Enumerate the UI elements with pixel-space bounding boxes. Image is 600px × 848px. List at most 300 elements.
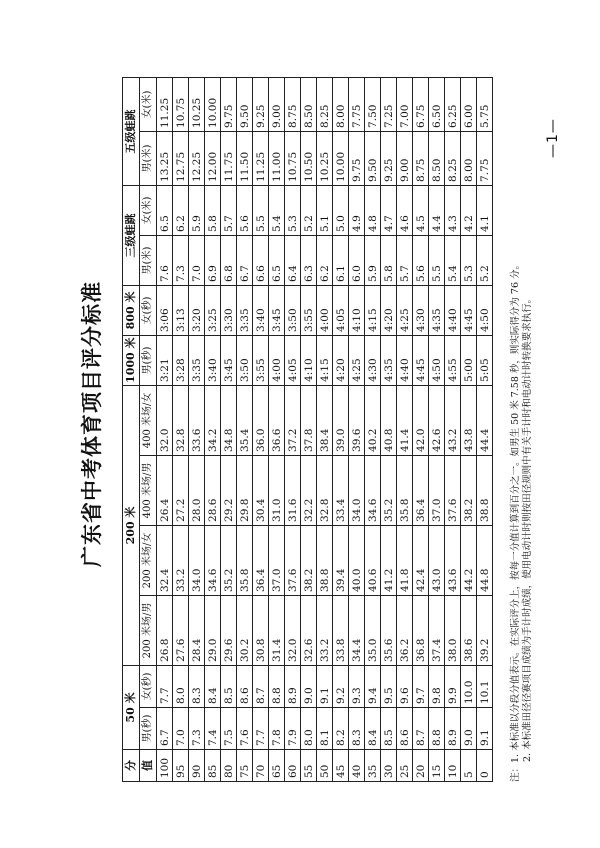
header-50m: 50 米	[123, 665, 140, 749]
value-cell: 9.6	[397, 665, 413, 707]
value-cell: 5.5	[429, 235, 445, 285]
value-cell: 6.1	[333, 235, 349, 285]
header-200m: 200 米	[123, 385, 140, 665]
value-cell: 6.5	[157, 185, 173, 235]
value-cell: 4:05	[285, 335, 301, 385]
value-cell: 4.9	[349, 185, 365, 235]
value-cell: 5.3	[461, 235, 477, 285]
value-cell: 7.0	[189, 235, 205, 285]
table-row	[349, 77, 365, 781]
value-cell: 10.00	[205, 77, 221, 131]
value-cell: 6.75	[413, 77, 429, 131]
value-cell: 7.0	[173, 708, 189, 750]
value-cell: 5.2	[477, 235, 493, 285]
table-row	[173, 77, 189, 781]
value-cell: 34.6	[365, 455, 381, 525]
value-cell: 3:40	[253, 285, 269, 335]
value-cell: 35.2	[381, 455, 397, 525]
score-cell: 70	[253, 750, 269, 782]
sub-header: 200 米场/男	[140, 595, 157, 665]
value-cell: 8.25	[317, 77, 333, 131]
value-cell: 9.25	[253, 77, 269, 131]
value-cell: 6.7	[237, 235, 253, 285]
table-row	[285, 77, 301, 781]
value-cell: 38.2	[461, 455, 477, 525]
score-cell: 65	[269, 750, 285, 782]
value-cell: 6.7	[157, 708, 173, 750]
value-cell: 9.8	[429, 665, 445, 707]
value-cell: 8.0	[301, 708, 317, 750]
value-cell: 8.25	[445, 131, 461, 185]
value-cell: 43.6	[445, 525, 461, 595]
value-cell: 37.6	[445, 455, 461, 525]
value-cell: 5.8	[381, 235, 397, 285]
score-cell: 35	[365, 750, 381, 782]
sub-header: 200 米场/女	[140, 525, 157, 595]
value-cell: 9.9	[445, 665, 461, 707]
value-cell: 9.0	[461, 708, 477, 750]
value-cell: 30.8	[253, 595, 269, 665]
value-cell: 10.50	[301, 131, 317, 185]
value-cell: 9.50	[365, 131, 381, 185]
header-five-frog-jump: 五级蛙跳	[123, 77, 140, 185]
value-cell: 6.6	[253, 235, 269, 285]
value-cell: 8.8	[429, 708, 445, 750]
value-cell: 37.2	[285, 385, 301, 455]
value-cell: 8.8	[269, 665, 285, 707]
value-cell: 7.6	[157, 235, 173, 285]
table-row	[237, 77, 253, 781]
value-cell: 32.0	[285, 595, 301, 665]
value-cell: 7.3	[173, 235, 189, 285]
value-cell: 34.0	[349, 455, 365, 525]
table-row	[317, 77, 333, 781]
value-cell: 6.0	[349, 235, 365, 285]
value-cell: 35.8	[237, 525, 253, 595]
value-cell: 7.25	[381, 77, 397, 131]
score-cell: 0	[477, 750, 493, 782]
value-cell: 10.75	[173, 77, 189, 131]
value-cell: 4.7	[381, 185, 397, 235]
table-row	[189, 77, 205, 781]
value-cell: 5.4	[445, 235, 461, 285]
value-cell: 29.2	[221, 455, 237, 525]
value-cell: 4:40	[397, 335, 413, 385]
value-cell: 39.4	[333, 525, 349, 595]
table-row	[253, 77, 269, 781]
value-cell: 34.0	[189, 525, 205, 595]
value-cell: 5.5	[253, 185, 269, 235]
value-cell: 4:00	[269, 335, 285, 385]
value-cell: 8.1	[317, 708, 333, 750]
value-cell: 33.2	[173, 525, 189, 595]
value-cell: 28.0	[189, 455, 205, 525]
value-cell: 35.2	[221, 525, 237, 595]
value-cell: 8.7	[413, 708, 429, 750]
value-cell: 26.4	[157, 455, 173, 525]
value-cell: 8.00	[333, 77, 349, 131]
value-cell: 9.7	[413, 665, 429, 707]
value-cell: 5:00	[461, 335, 477, 385]
value-cell: 5.7	[397, 235, 413, 285]
value-cell: 4.1	[477, 185, 493, 235]
table-row	[413, 77, 429, 781]
table-row	[461, 77, 477, 781]
value-cell: 39.0	[333, 385, 349, 455]
value-cell: 7.7	[157, 665, 173, 707]
value-cell: 4:50	[429, 335, 445, 385]
value-cell: 10.1	[477, 665, 493, 707]
value-cell: 42.0	[413, 385, 429, 455]
value-cell: 28.4	[189, 595, 205, 665]
value-cell: 33.4	[333, 455, 349, 525]
table-row	[429, 77, 445, 781]
value-cell: 32.8	[173, 385, 189, 455]
value-cell: 4:45	[413, 335, 429, 385]
header-800m: 800 米	[123, 285, 140, 335]
table-row	[221, 77, 237, 781]
value-cell: 30.4	[253, 455, 269, 525]
value-cell: 5.9	[189, 185, 205, 235]
value-cell: 4:20	[333, 335, 349, 385]
page-number: —1—	[545, 118, 561, 158]
value-cell: 3:06	[157, 285, 173, 335]
value-cell: 33.2	[317, 595, 333, 665]
value-cell: 36.4	[253, 525, 269, 595]
sub-header: 女(秒)	[140, 285, 157, 335]
value-cell: 8.7	[253, 665, 269, 707]
value-cell: 8.3	[349, 708, 365, 750]
value-cell: 5.4	[269, 185, 285, 235]
value-cell: 7.00	[397, 77, 413, 131]
value-cell: 32.2	[301, 455, 317, 525]
value-cell: 34.8	[221, 385, 237, 455]
value-cell: 41.4	[397, 385, 413, 455]
value-cell: 27.6	[173, 595, 189, 665]
footnote-2: 2. 本标准田径径赛项目成绩为手计时成绩，使用电动计时则按田径规则中有关手计时和电动计时转换要求执行。	[522, 293, 533, 762]
value-cell: 30.2	[237, 595, 253, 665]
value-cell: 4.2	[461, 185, 477, 235]
value-cell: 7.8	[269, 708, 285, 750]
value-cell: 4:15	[317, 335, 333, 385]
value-cell: 5.7	[221, 185, 237, 235]
sub-header: 男(米)	[140, 235, 157, 285]
score-cell: 75	[237, 750, 253, 782]
value-cell: 4:30	[413, 285, 429, 335]
value-cell: 9.2	[333, 665, 349, 707]
table-row	[269, 77, 285, 781]
score-cell: 5	[461, 750, 477, 782]
value-cell: 4:10	[301, 335, 317, 385]
footnote-1: 注：1. 本标准以分段分值表示。在实际评分上，按每一分值计算到百分之一。如男生 50 米 7.58 秒，则实际得分为 76 分。	[510, 259, 521, 782]
value-cell: 8.9	[285, 665, 301, 707]
value-cell: 31.4	[269, 595, 285, 665]
value-cell: 3:35	[237, 285, 253, 335]
value-cell: 4:15	[365, 285, 381, 335]
header-triple-frog-jump: 三级蛙跳	[123, 185, 140, 285]
value-cell: 3:45	[221, 335, 237, 385]
value-cell: 44.4	[477, 385, 493, 455]
value-cell: 5.8	[205, 185, 221, 235]
value-cell: 8.5	[221, 665, 237, 707]
value-cell: 8.6	[397, 708, 413, 750]
value-cell: 12.00	[205, 131, 221, 185]
value-cell: 3:50	[237, 335, 253, 385]
value-cell: 11.00	[269, 131, 285, 185]
score-cell: 55	[301, 750, 317, 782]
value-cell: 40.0	[349, 525, 365, 595]
value-cell: 37.4	[429, 595, 445, 665]
value-cell: 4:30	[365, 335, 381, 385]
value-cell: 39.2	[477, 595, 493, 665]
value-cell: 7.75	[477, 131, 493, 185]
value-cell: 4:40	[445, 285, 461, 335]
value-cell: 4.8	[365, 185, 381, 235]
value-cell: 9.4	[365, 665, 381, 707]
value-cell: 7.3	[189, 708, 205, 750]
score-cell: 95	[173, 750, 189, 782]
sub-header: 男(秒)	[140, 708, 157, 750]
value-cell: 4:25	[397, 285, 413, 335]
value-cell: 3:35	[189, 335, 205, 385]
value-cell: 10.75	[285, 131, 301, 185]
value-cell: 6.4	[285, 235, 301, 285]
value-cell: 4:10	[349, 285, 365, 335]
sub-header: 男(秒)	[140, 335, 157, 385]
score-cell: 100	[157, 750, 173, 782]
value-cell: 27.2	[173, 455, 189, 525]
value-cell: 8.50	[429, 131, 445, 185]
value-cell: 6.2	[317, 235, 333, 285]
value-cell: 3:50	[285, 285, 301, 335]
value-cell: 41.8	[397, 525, 413, 595]
value-cell: 40.6	[365, 525, 381, 595]
value-cell: 36.2	[397, 595, 413, 665]
value-cell: 3:55	[253, 335, 269, 385]
value-cell: 8.2	[333, 708, 349, 750]
value-cell: 35.6	[381, 595, 397, 665]
score-cell: 30	[381, 750, 397, 782]
value-cell: 39.6	[349, 385, 365, 455]
value-cell: 36.8	[413, 595, 429, 665]
value-cell: 10.00	[333, 131, 349, 185]
value-cell: 11.50	[237, 131, 253, 185]
value-cell: 13.25	[157, 131, 173, 185]
value-cell: 34.6	[205, 525, 221, 595]
value-cell: 38.4	[317, 385, 333, 455]
score-header-bottom: 值	[140, 750, 157, 782]
sub-header: 男(米)	[140, 131, 157, 185]
value-cell: 9.50	[237, 77, 253, 131]
value-cell: 9.00	[397, 131, 413, 185]
value-cell: 5.1	[317, 185, 333, 235]
score-cell: 40	[349, 750, 365, 782]
value-cell: 36.0	[253, 385, 269, 455]
value-cell: 6.50	[429, 77, 445, 131]
value-cell: 4:50	[477, 285, 493, 335]
value-cell: 28.6	[205, 455, 221, 525]
value-cell: 8.0	[173, 665, 189, 707]
table-row	[301, 77, 317, 781]
value-cell: 38.2	[301, 525, 317, 595]
value-cell: 32.0	[157, 385, 173, 455]
value-cell: 3:45	[269, 285, 285, 335]
value-cell: 7.50	[365, 77, 381, 131]
value-cell: 5.6	[413, 235, 429, 285]
value-cell: 5:05	[477, 335, 493, 385]
value-cell: 33.8	[333, 595, 349, 665]
value-cell: 7.75	[349, 77, 365, 131]
value-cell: 3:25	[205, 285, 221, 335]
value-cell: 4:00	[317, 285, 333, 335]
table-row	[333, 77, 349, 781]
value-cell: 42.6	[429, 385, 445, 455]
value-cell: 37.0	[429, 455, 445, 525]
value-cell: 9.3	[349, 665, 365, 707]
value-cell: 9.75	[221, 77, 237, 131]
score-cell: 15	[429, 750, 445, 782]
value-cell: 8.3	[189, 665, 205, 707]
value-cell: 3:20	[189, 285, 205, 335]
value-cell: 43.0	[429, 525, 445, 595]
value-cell: 12.75	[173, 131, 189, 185]
value-cell: 3:21	[157, 335, 173, 385]
value-cell: 3:28	[173, 335, 189, 385]
sub-header: 400 米场/女	[140, 385, 157, 455]
value-cell: 44.8	[477, 525, 493, 595]
value-cell: 35.8	[397, 455, 413, 525]
value-cell: 4.3	[445, 185, 461, 235]
value-cell: 4:35	[381, 335, 397, 385]
value-cell: 35.0	[365, 595, 381, 665]
value-cell: 6.00	[461, 77, 477, 131]
table-group-header-row	[123, 77, 140, 781]
value-cell: 9.75	[349, 131, 365, 185]
value-cell: 26.8	[157, 595, 173, 665]
value-cell: 38.0	[445, 595, 461, 665]
value-cell: 3:30	[221, 285, 237, 335]
value-cell: 9.25	[381, 131, 397, 185]
value-cell: 36.6	[269, 385, 285, 455]
value-cell: 37.6	[285, 525, 301, 595]
value-cell: 40.8	[381, 385, 397, 455]
score-header-top: 分	[123, 750, 140, 782]
footnotes	[510, 78, 534, 782]
value-cell: 4:55	[445, 335, 461, 385]
value-cell: 8.75	[285, 77, 301, 131]
value-cell: 10.25	[189, 77, 205, 131]
sub-header: 女(秒)	[140, 665, 157, 707]
table-row	[205, 77, 221, 781]
value-cell: 9.0	[301, 665, 317, 707]
value-cell: 32.6	[301, 595, 317, 665]
value-cell: 8.5	[381, 708, 397, 750]
value-cell: 9.1	[477, 708, 493, 750]
table-row	[365, 77, 381, 781]
value-cell: 6.9	[205, 235, 221, 285]
value-cell: 4.4	[429, 185, 445, 235]
value-cell: 3:55	[301, 285, 317, 335]
value-cell: 10.25	[317, 131, 333, 185]
value-cell: 4:05	[333, 285, 349, 335]
value-cell: 8.50	[301, 77, 317, 131]
value-cell: 34.2	[205, 385, 221, 455]
sub-header: 女(米)	[140, 185, 157, 235]
score-cell: 80	[221, 750, 237, 782]
value-cell: 29.6	[221, 595, 237, 665]
value-cell: 3:13	[173, 285, 189, 335]
value-cell: 37.0	[269, 525, 285, 595]
value-cell: 4.6	[397, 185, 413, 235]
value-cell: 31.6	[285, 455, 301, 525]
value-cell: 11.25	[157, 77, 173, 131]
value-cell: 6.25	[445, 77, 461, 131]
value-cell: 5.9	[365, 235, 381, 285]
value-cell: 32.4	[157, 525, 173, 595]
value-cell: 8.4	[365, 708, 381, 750]
value-cell: 12.25	[189, 131, 205, 185]
value-cell: 29.8	[237, 455, 253, 525]
header-1000m: 1000 米	[123, 335, 140, 385]
value-cell: 9.5	[381, 665, 397, 707]
table-row	[477, 77, 493, 781]
value-cell: 44.2	[461, 525, 477, 595]
value-cell: 5.0	[333, 185, 349, 235]
table-row	[381, 77, 397, 781]
score-cell: 25	[397, 750, 413, 782]
table-row	[445, 77, 461, 781]
value-cell: 37.8	[301, 385, 317, 455]
score-cell: 60	[285, 750, 301, 782]
value-cell: 4:35	[429, 285, 445, 335]
value-cell: 42.4	[413, 525, 429, 595]
value-cell: 4.5	[413, 185, 429, 235]
value-cell: 38.8	[317, 525, 333, 595]
value-cell: 10.0	[461, 665, 477, 707]
table-sub-header-row	[140, 77, 157, 781]
value-cell: 5.3	[285, 185, 301, 235]
score-cell: 10	[445, 750, 461, 782]
value-cell: 32.8	[317, 455, 333, 525]
table-row	[397, 77, 413, 781]
value-cell: 38.6	[461, 595, 477, 665]
value-cell: 7.5	[221, 708, 237, 750]
score-cell: 50	[317, 750, 333, 782]
value-cell: 8.6	[237, 665, 253, 707]
value-cell: 11.75	[221, 131, 237, 185]
value-cell: 5.75	[477, 77, 493, 131]
score-standard-table	[122, 77, 493, 782]
value-cell: 5.2	[301, 185, 317, 235]
score-cell: 85	[205, 750, 221, 782]
document-title: 广东省中考体育项目评分标准	[79, 281, 104, 567]
value-cell: 8.00	[461, 131, 477, 185]
value-cell: 36.4	[413, 455, 429, 525]
value-cell: 4:20	[381, 285, 397, 335]
score-cell: 90	[189, 750, 205, 782]
value-cell: 11.25	[253, 131, 269, 185]
value-cell: 34.4	[349, 595, 365, 665]
value-cell: 29.0	[205, 595, 221, 665]
value-cell: 43.2	[445, 385, 461, 455]
value-cell: 7.6	[237, 708, 253, 750]
value-cell: 6.2	[173, 185, 189, 235]
sub-header: 400 米场/男	[140, 455, 157, 525]
value-cell: 9.1	[317, 665, 333, 707]
value-cell: 5.6	[237, 185, 253, 235]
value-cell: 43.8	[461, 385, 477, 455]
value-cell: 7.4	[205, 708, 221, 750]
